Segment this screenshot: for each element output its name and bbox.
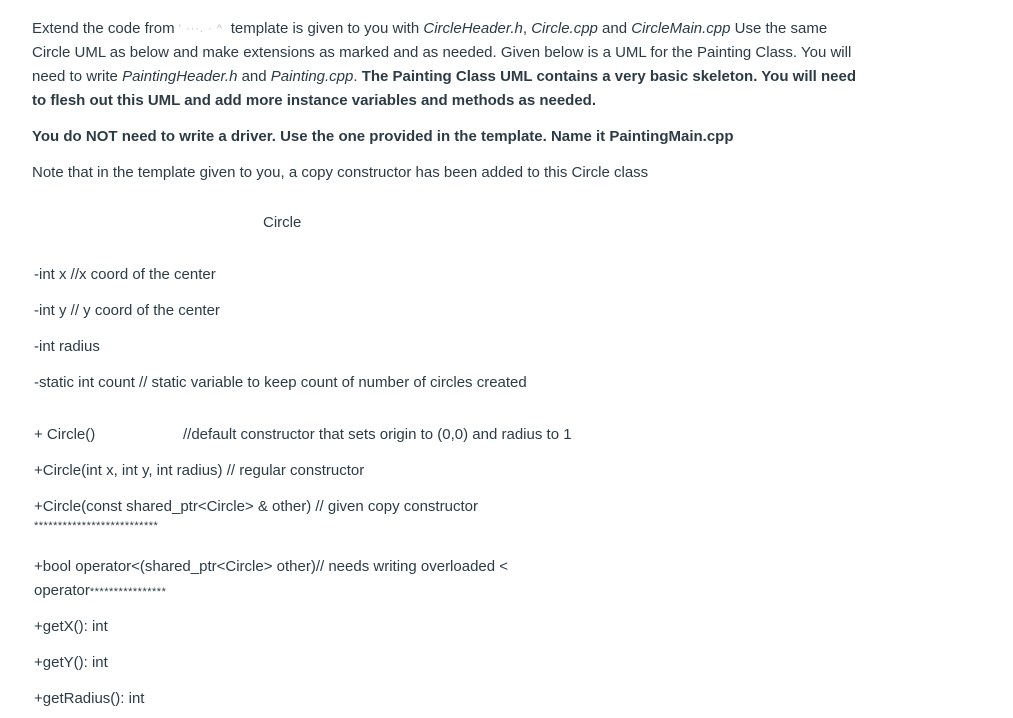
file-circle-header: CircleHeader.h [423,20,523,37]
uml-attribute-radius: -int radius [34,338,100,355]
uml-method-operator-less-cont: operator**************** [34,582,167,599]
driver-note: You do NOT need to write a driver. Use the one provided in the template. Name it PaintingMain.cpp [32,128,734,145]
uml-attribute-count: -static int count // static variable to keep count of number of circles created [34,374,527,391]
uml-method-gety: +getY(): int [34,654,108,671]
file-painting-cpp: Painting.cpp [270,68,354,85]
uml-method-operator-less: +bool operator<(shared_ptr<Circle> other)// needs writing overloaded < [34,558,509,575]
uml-class-name: Circle [263,214,302,231]
intro-paragraph: Extend the code from ' ···. · ^ template is given to you with CircleHeader.h, Circle.cpp and CircleMain.cpp Use the same Circle UML as below and make extensions as marked and as needed. Given below is a UML for the Painting Class. You will need to write PaintingHeader.h and Painting.cpp. The Painting Class UML contains a very basic skeleton. You will need to flesh out this UML and add more instance variables and methods as needed. [32,17,862,113]
intro-bold-note: The Painting Class UML contains a very basic skeleton. You will need to flesh out this UML and add more instance variables and methods as needed. [32,68,857,109]
uml-method-comment: //default constructor that sets origin to (0,0) and radius to 1 [183,426,572,443]
uml-method-regular-constructor: +Circle(int x, int y, int radius) // regular constructor [34,462,365,479]
uml-method-copy-constructor: +Circle(const shared_ptr<Circle> & other) // given copy constructor [34,498,478,515]
uml-stars-suffix: **************** [89,586,167,598]
uml-method-getradius: +getRadius(): int [34,690,145,707]
file-painting-header: PaintingHeader.h [122,68,238,85]
uml-method-getx: +getX(): int [34,618,108,635]
redacted-smudge: ' ···. · ^ [178,23,223,35]
file-circle-cpp: Circle.cpp [531,20,598,37]
uml-attribute-y: -int y // y coord of the center [34,302,220,319]
uml-stars-separator: ************************** [34,520,159,532]
uml-attribute-x: -int x //x coord of the center [34,266,216,283]
uml-method-default-constructor: + Circle() //default constructor that sets origin to (0,0) and radius to 1 [34,423,95,447]
file-circle-main: CircleMain.cpp [631,20,731,37]
copy-constructor-note: Note that in the template given to you, a copy constructor has been added to this Circle class [32,164,649,181]
